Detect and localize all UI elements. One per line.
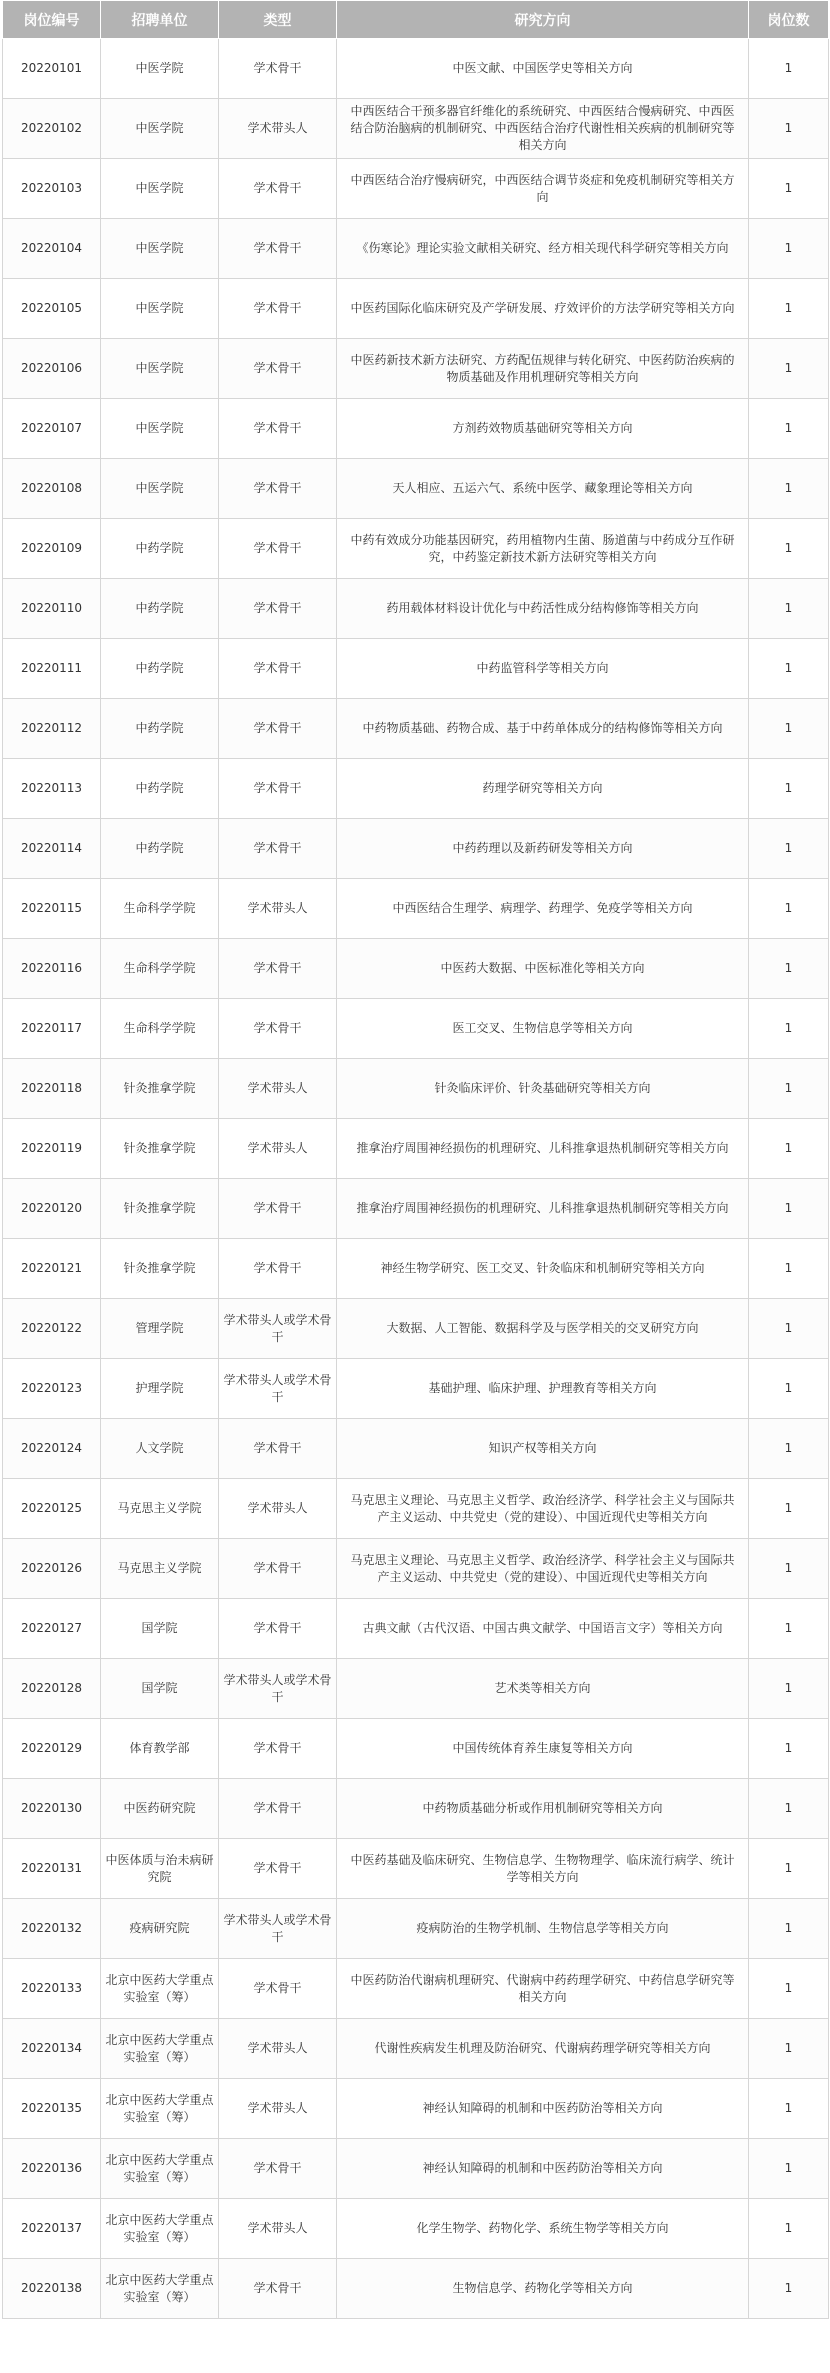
cell-position-id: 20220107 <box>3 399 101 459</box>
cell-research-direction: 中药物质基础、药物合成、基于中药单体成分的结构修饰等相关方向 <box>337 699 749 759</box>
cell-research-direction: 针灸临床评价、针灸基础研究等相关方向 <box>337 1059 749 1119</box>
table-row <box>3 699 829 759</box>
cell-type: 学术骨干 <box>219 399 337 459</box>
cell-position-count: 1 <box>749 1299 829 1359</box>
cell-type: 学术骨干 <box>219 759 337 819</box>
cell-type: 学术骨干 <box>219 1239 337 1299</box>
cell-position-id: 20220112 <box>3 699 101 759</box>
cell-research-direction: 基础护理、临床护理、护理教育等相关方向 <box>337 1359 749 1419</box>
table-row <box>3 579 829 639</box>
cell-position-id: 20220120 <box>3 1179 101 1239</box>
cell-research-direction: 中药有效成分功能基因研究，药用植物内生菌、肠道菌与中药成分互作研究，中药鉴定新技术新方法研究等相关方向 <box>337 519 749 579</box>
cell-research-direction: 中医药大数据、中医标准化等相关方向 <box>337 939 749 999</box>
cell-recruiting-unit: 中医体质与治未病研究院 <box>101 1839 219 1899</box>
cell-recruiting-unit: 国学院 <box>101 1659 219 1719</box>
cell-position-count: 1 <box>749 759 829 819</box>
cell-position-count: 1 <box>749 639 829 699</box>
cell-position-count: 1 <box>749 579 829 639</box>
cell-type: 学术骨干 <box>219 1719 337 1779</box>
cell-position-id: 20220129 <box>3 1719 101 1779</box>
cell-position-count: 1 <box>749 2139 829 2199</box>
cell-type: 学术骨干 <box>219 1779 337 1839</box>
table-row <box>3 279 829 339</box>
cell-type: 学术带头人 <box>219 2199 337 2259</box>
cell-position-count: 1 <box>749 519 829 579</box>
table-row <box>3 999 829 1059</box>
table-row <box>3 519 829 579</box>
table-row <box>3 219 829 279</box>
cell-recruiting-unit: 中医药研究院 <box>101 1779 219 1839</box>
cell-position-count: 1 <box>749 1659 829 1719</box>
cell-research-direction: 药用载体材料设计优化与中药活性成分结构修饰等相关方向 <box>337 579 749 639</box>
cell-type: 学术骨干 <box>219 159 337 219</box>
cell-research-direction: 艺术类等相关方向 <box>337 1659 749 1719</box>
cell-recruiting-unit: 护理学院 <box>101 1359 219 1419</box>
cell-position-id: 20220103 <box>3 159 101 219</box>
cell-recruiting-unit: 中医学院 <box>101 99 219 159</box>
cell-research-direction: 药理学研究等相关方向 <box>337 759 749 819</box>
cell-recruiting-unit: 中药学院 <box>101 639 219 699</box>
table-row <box>3 1599 829 1659</box>
cell-position-id: 20220111 <box>3 639 101 699</box>
cell-position-id: 20220135 <box>3 2079 101 2139</box>
cell-research-direction: 中医药防治代谢病机理研究、代谢病中药药理学研究、中药信息学研究等相关方向 <box>337 1959 749 2019</box>
cell-position-id: 20220109 <box>3 519 101 579</box>
header-position-id: 岗位编号 <box>3 1 101 39</box>
table-row <box>3 1899 829 1959</box>
cell-research-direction: 疫病防治的生物学机制、生物信息学等相关方向 <box>337 1899 749 1959</box>
cell-position-id: 20220106 <box>3 339 101 399</box>
cell-position-count: 1 <box>749 1479 829 1539</box>
cell-position-id: 20220102 <box>3 99 101 159</box>
cell-position-id: 20220127 <box>3 1599 101 1659</box>
cell-type: 学术骨干 <box>219 699 337 759</box>
cell-research-direction: 中医文献、中国医学史等相关方向 <box>337 39 749 99</box>
cell-recruiting-unit: 疫病研究院 <box>101 1899 219 1959</box>
cell-research-direction: 马克思主义理论、马克思主义哲学、政治经济学、科学社会主义与国际共产主义运动、中共党史（党的建设）、中国近现代史等相关方向 <box>337 1479 749 1539</box>
cell-type: 学术骨干 <box>219 1839 337 1899</box>
cell-type: 学术骨干 <box>219 279 337 339</box>
cell-recruiting-unit: 针灸推拿学院 <box>101 1119 219 1179</box>
cell-position-count: 1 <box>749 2079 829 2139</box>
cell-type: 学术骨干 <box>219 1959 337 2019</box>
cell-position-count: 1 <box>749 879 829 939</box>
cell-position-count: 1 <box>749 999 829 1059</box>
cell-position-count: 1 <box>749 339 829 399</box>
cell-type: 学术带头人或学术骨干 <box>219 1299 337 1359</box>
table-header-row <box>3 1 829 39</box>
cell-type: 学术骨干 <box>219 219 337 279</box>
cell-research-direction: 中西医结合治疗慢病研究，中西医结合调节炎症和免疫机制研究等相关方向 <box>337 159 749 219</box>
cell-recruiting-unit: 中医学院 <box>101 339 219 399</box>
cell-position-count: 1 <box>749 1239 829 1299</box>
cell-research-direction: 神经生物学研究、医工交叉、针灸临床和机制研究等相关方向 <box>337 1239 749 1299</box>
table-row <box>3 39 829 99</box>
cell-type: 学术带头人或学术骨干 <box>219 1659 337 1719</box>
cell-position-id: 20220126 <box>3 1539 101 1599</box>
cell-type: 学术带头人或学术骨干 <box>219 1899 337 1959</box>
cell-position-id: 20220137 <box>3 2199 101 2259</box>
table-row <box>3 879 829 939</box>
cell-recruiting-unit: 国学院 <box>101 1599 219 1659</box>
table-row <box>3 1479 829 1539</box>
cell-position-id: 20220123 <box>3 1359 101 1419</box>
cell-research-direction: 古典文献（古代汉语、中国古典文献学、中国语言文字）等相关方向 <box>337 1599 749 1659</box>
cell-research-direction: 中医药基础及临床研究、生物信息学、生物物理学、临床流行病学、统计学等相关方向 <box>337 1839 749 1899</box>
cell-type: 学术带头人 <box>219 879 337 939</box>
cell-recruiting-unit: 针灸推拿学院 <box>101 1239 219 1299</box>
cell-recruiting-unit: 管理学院 <box>101 1299 219 1359</box>
table-row <box>3 819 829 879</box>
cell-position-id: 20220134 <box>3 2019 101 2079</box>
table-row <box>3 2079 829 2139</box>
cell-position-count: 1 <box>749 279 829 339</box>
cell-research-direction: 中药药理以及新药研发等相关方向 <box>337 819 749 879</box>
cell-research-direction: 知识产权等相关方向 <box>337 1419 749 1479</box>
cell-type: 学术带头人 <box>219 1119 337 1179</box>
header-recruiting-unit: 招聘单位 <box>101 1 219 39</box>
cell-recruiting-unit: 北京中医药大学重点实验室（筹） <box>101 2079 219 2139</box>
cell-position-count: 1 <box>749 1719 829 1779</box>
cell-position-id: 20220105 <box>3 279 101 339</box>
table-row <box>3 1659 829 1719</box>
table-row <box>3 1419 829 1479</box>
cell-research-direction: 《伤寒论》理论实验文献相关研究、经方相关现代科学研究等相关方向 <box>337 219 749 279</box>
cell-position-id: 20220108 <box>3 459 101 519</box>
cell-position-count: 1 <box>749 1899 829 1959</box>
cell-position-count: 1 <box>749 399 829 459</box>
table-row <box>3 1779 829 1839</box>
table-row <box>3 2259 829 2319</box>
cell-research-direction: 天人相应、五运六气、系统中医学、藏象理论等相关方向 <box>337 459 749 519</box>
cell-research-direction: 中西医结合干预多器官纤维化的系统研究、中西医结合慢病研究、中西医结合防治脑病的机制研究、中西医结合治疗代谢性相关疾病的机制研究等相关方向 <box>337 99 749 159</box>
cell-type: 学术带头人 <box>219 99 337 159</box>
table-row <box>3 1299 829 1359</box>
cell-research-direction: 生物信息学、药物化学等相关方向 <box>337 2259 749 2319</box>
cell-recruiting-unit: 人文学院 <box>101 1419 219 1479</box>
cell-position-id: 20220104 <box>3 219 101 279</box>
cell-research-direction: 神经认知障碍的机制和中医药防治等相关方向 <box>337 2139 749 2199</box>
cell-recruiting-unit: 北京中医药大学重点实验室（筹） <box>101 2259 219 2319</box>
table-row <box>3 1959 829 2019</box>
cell-position-id: 20220121 <box>3 1239 101 1299</box>
cell-recruiting-unit: 中医学院 <box>101 219 219 279</box>
positions-table <box>2 0 829 2319</box>
cell-position-id: 20220124 <box>3 1419 101 1479</box>
table-row <box>3 1059 829 1119</box>
cell-recruiting-unit: 中医学院 <box>101 279 219 339</box>
cell-type: 学术带头人 <box>219 1059 337 1119</box>
cell-position-id: 20220116 <box>3 939 101 999</box>
cell-type: 学术骨干 <box>219 939 337 999</box>
cell-position-id: 20220128 <box>3 1659 101 1719</box>
cell-research-direction: 化学生物学、药物化学、系统生物学等相关方向 <box>337 2199 749 2259</box>
cell-position-count: 1 <box>749 99 829 159</box>
cell-recruiting-unit: 体育教学部 <box>101 1719 219 1779</box>
cell-recruiting-unit: 中药学院 <box>101 699 219 759</box>
cell-research-direction: 马克思主义理论、马克思主义哲学、政治经济学、科学社会主义与国际共产主义运动、中共党史（党的建设）、中国近现代史等相关方向 <box>337 1539 749 1599</box>
table-row <box>3 399 829 459</box>
table-row <box>3 639 829 699</box>
cell-type: 学术骨干 <box>219 339 337 399</box>
cell-recruiting-unit: 中医学院 <box>101 459 219 519</box>
cell-recruiting-unit: 马克思主义学院 <box>101 1539 219 1599</box>
cell-recruiting-unit: 中药学院 <box>101 759 219 819</box>
cell-research-direction: 中医药国际化临床研究及产学研发展、疗效评价的方法学研究等相关方向 <box>337 279 749 339</box>
table-row <box>3 759 829 819</box>
table-row <box>3 1539 829 1599</box>
cell-type: 学术骨干 <box>219 2259 337 2319</box>
cell-position-id: 20220114 <box>3 819 101 879</box>
cell-position-count: 1 <box>749 819 829 879</box>
cell-position-id: 20220117 <box>3 999 101 1059</box>
cell-research-direction: 推拿治疗周围神经损伤的机理研究、儿科推拿退热机制研究等相关方向 <box>337 1119 749 1179</box>
cell-position-id: 20220115 <box>3 879 101 939</box>
cell-recruiting-unit: 马克思主义学院 <box>101 1479 219 1539</box>
table-row <box>3 1119 829 1179</box>
cell-recruiting-unit: 生命科学学院 <box>101 879 219 939</box>
cell-research-direction: 代谢性疾病发生机理及防治研究、代谢病药理学研究等相关方向 <box>337 2019 749 2079</box>
cell-position-count: 1 <box>749 1599 829 1659</box>
table-row <box>3 2139 829 2199</box>
header-type: 类型 <box>219 1 337 39</box>
cell-position-id: 20220122 <box>3 1299 101 1359</box>
cell-recruiting-unit: 中药学院 <box>101 579 219 639</box>
cell-research-direction: 中医药新技术新方法研究、方药配伍规律与转化研究、中医药防治疾病的物质基础及作用机理研究等相关方向 <box>337 339 749 399</box>
cell-recruiting-unit: 中医学院 <box>101 39 219 99</box>
cell-position-count: 1 <box>749 1779 829 1839</box>
cell-position-count: 1 <box>749 1359 829 1419</box>
cell-type: 学术骨干 <box>219 999 337 1059</box>
cell-type: 学术带头人或学术骨干 <box>219 1359 337 1419</box>
cell-research-direction: 医工交叉、生物信息学等相关方向 <box>337 999 749 1059</box>
cell-position-id: 20220131 <box>3 1839 101 1899</box>
cell-type: 学术骨干 <box>219 1539 337 1599</box>
cell-position-count: 1 <box>749 39 829 99</box>
cell-position-count: 1 <box>749 1119 829 1179</box>
cell-position-id: 20220118 <box>3 1059 101 1119</box>
cell-type: 学术骨干 <box>219 819 337 879</box>
table-row <box>3 1719 829 1779</box>
cell-type: 学术骨干 <box>219 519 337 579</box>
cell-type: 学术骨干 <box>219 1599 337 1659</box>
cell-recruiting-unit: 中药学院 <box>101 519 219 579</box>
cell-type: 学术骨干 <box>219 1419 337 1479</box>
cell-type: 学术骨干 <box>219 2139 337 2199</box>
cell-research-direction: 大数据、人工智能、数据科学及与医学相关的交叉研究方向 <box>337 1299 749 1359</box>
cell-recruiting-unit: 中医学院 <box>101 159 219 219</box>
cell-position-count: 1 <box>749 1839 829 1899</box>
cell-position-id: 20220113 <box>3 759 101 819</box>
cell-position-count: 1 <box>749 1419 829 1479</box>
cell-recruiting-unit: 针灸推拿学院 <box>101 1059 219 1119</box>
header-position-count: 岗位数 <box>749 1 829 39</box>
cell-research-direction: 方剂药效物质基础研究等相关方向 <box>337 399 749 459</box>
cell-position-count: 1 <box>749 699 829 759</box>
table-row <box>3 2019 829 2079</box>
cell-type: 学术带头人 <box>219 1479 337 1539</box>
cell-position-count: 1 <box>749 2019 829 2079</box>
cell-position-id: 20220138 <box>3 2259 101 2319</box>
table-row <box>3 159 829 219</box>
cell-research-direction: 神经认知障碍的机制和中医药防治等相关方向 <box>337 2079 749 2139</box>
cell-type: 学术骨干 <box>219 459 337 519</box>
cell-position-count: 1 <box>749 159 829 219</box>
cell-position-id: 20220125 <box>3 1479 101 1539</box>
cell-position-id: 20220133 <box>3 1959 101 2019</box>
cell-research-direction: 中国传统体育养生康复等相关方向 <box>337 1719 749 1779</box>
cell-recruiting-unit: 针灸推拿学院 <box>101 1179 219 1239</box>
cell-recruiting-unit: 北京中医药大学重点实验室（筹） <box>101 1959 219 2019</box>
cell-recruiting-unit: 北京中医药大学重点实验室（筹） <box>101 2199 219 2259</box>
cell-position-id: 20220101 <box>3 39 101 99</box>
cell-position-count: 1 <box>749 2199 829 2259</box>
cell-position-count: 1 <box>749 219 829 279</box>
cell-position-id: 20220132 <box>3 1899 101 1959</box>
table-row <box>3 2199 829 2259</box>
cell-position-id: 20220110 <box>3 579 101 639</box>
cell-recruiting-unit: 生命科学学院 <box>101 939 219 999</box>
table-row <box>3 339 829 399</box>
cell-type: 学术骨干 <box>219 1179 337 1239</box>
cell-position-id: 20220119 <box>3 1119 101 1179</box>
cell-position-count: 1 <box>749 1539 829 1599</box>
cell-type: 学术骨干 <box>219 39 337 99</box>
table-row <box>3 1359 829 1419</box>
cell-research-direction: 中药监管科学等相关方向 <box>337 639 749 699</box>
table-row <box>3 939 829 999</box>
cell-position-count: 1 <box>749 1059 829 1119</box>
cell-recruiting-unit: 北京中医药大学重点实验室（筹） <box>101 2019 219 2079</box>
cell-recruiting-unit: 中医学院 <box>101 399 219 459</box>
cell-position-count: 1 <box>749 1179 829 1239</box>
cell-position-count: 1 <box>749 2259 829 2319</box>
table-row <box>3 1839 829 1899</box>
cell-type: 学术带头人 <box>219 2019 337 2079</box>
cell-position-count: 1 <box>749 939 829 999</box>
table-row <box>3 459 829 519</box>
cell-recruiting-unit: 北京中医药大学重点实验室（筹） <box>101 2139 219 2199</box>
cell-type: 学术带头人 <box>219 2079 337 2139</box>
table-row <box>3 99 829 159</box>
header-research-direction: 研究方向 <box>337 1 749 39</box>
cell-recruiting-unit: 生命科学学院 <box>101 999 219 1059</box>
cell-type: 学术骨干 <box>219 639 337 699</box>
cell-research-direction: 中西医结合生理学、病理学、药理学、免疫学等相关方向 <box>337 879 749 939</box>
cell-position-id: 20220130 <box>3 1779 101 1839</box>
cell-type: 学术骨干 <box>219 579 337 639</box>
cell-position-id: 20220136 <box>3 2139 101 2199</box>
cell-recruiting-unit: 中药学院 <box>101 819 219 879</box>
cell-research-direction: 中药物质基础分析或作用机制研究等相关方向 <box>337 1779 749 1839</box>
cell-research-direction: 推拿治疗周围神经损伤的机理研究、儿科推拿退热机制研究等相关方向 <box>337 1179 749 1239</box>
table-row <box>3 1239 829 1299</box>
table-row <box>3 1179 829 1239</box>
cell-position-count: 1 <box>749 1959 829 2019</box>
cell-position-count: 1 <box>749 459 829 519</box>
